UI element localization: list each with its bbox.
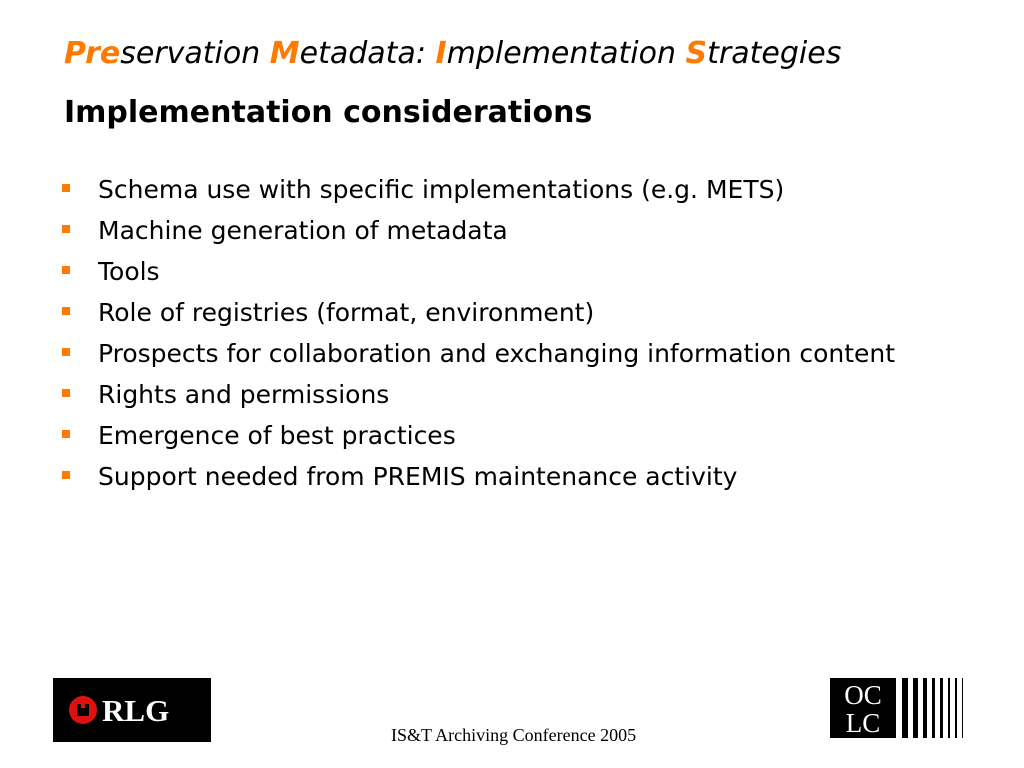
bullet-text: Machine generation of metadata <box>98 216 508 245</box>
bullet-square-icon <box>62 184 70 192</box>
slide-title <box>64 36 1004 72</box>
bullet-list <box>60 173 960 501</box>
title-word-rest: trategies <box>707 36 842 71</box>
bullet-square-icon <box>62 225 70 233</box>
title-initial: I <box>435 36 447 71</box>
bullet-square-icon <box>62 266 70 274</box>
bullet-text: Rights and permissions <box>98 380 390 409</box>
bullet-item <box>60 296 960 329</box>
bullet-square-icon <box>62 389 70 397</box>
rlg-logo-text: RLG <box>102 693 170 728</box>
bullet-square-icon <box>62 307 70 315</box>
bullet-text: Prospects for collaboration and exchanging information content <box>98 339 896 368</box>
rlg-logo-icon <box>62 688 202 732</box>
bullet-item <box>60 419 960 452</box>
title-initial: S <box>685 36 708 71</box>
bullet-square-icon <box>62 430 70 438</box>
bullet-square-icon <box>62 348 70 356</box>
title-word-rest: mplementation <box>446 36 686 71</box>
footer-text: IS&T Archiving Conference 2005 <box>391 725 637 745</box>
title-word-rest: etadata: <box>299 36 436 71</box>
bullet-item <box>60 337 960 370</box>
oclc-logo-icon <box>830 676 966 740</box>
bullet-item <box>60 214 960 247</box>
title-initial: Pre <box>64 36 121 71</box>
bullet-text: Support needed from PREMIS maintenance activity <box>98 462 738 491</box>
bullet-text: Emergence of best practices <box>98 421 456 450</box>
rlg-logo <box>53 678 211 742</box>
bullet-text: Tools <box>98 257 160 286</box>
oclc-logo-bottom: LC <box>845 708 881 738</box>
oclc-logo-top: OC <box>844 680 882 710</box>
bullet-text: Schema use with specific implementations (e.g. METS) <box>98 175 785 204</box>
title-word-rest: servation <box>120 36 270 71</box>
bullet-text: Role of registries (format, environment) <box>98 298 595 327</box>
bullet-item <box>60 255 960 288</box>
title-initial: M <box>269 36 300 71</box>
bullet-item <box>60 173 960 206</box>
slide-subtitle: Implementation considerations <box>64 95 593 130</box>
bullet-item <box>60 378 960 411</box>
bullet-square-icon <box>62 471 70 479</box>
bullet-item <box>60 460 960 493</box>
oclc-logo <box>830 676 966 740</box>
